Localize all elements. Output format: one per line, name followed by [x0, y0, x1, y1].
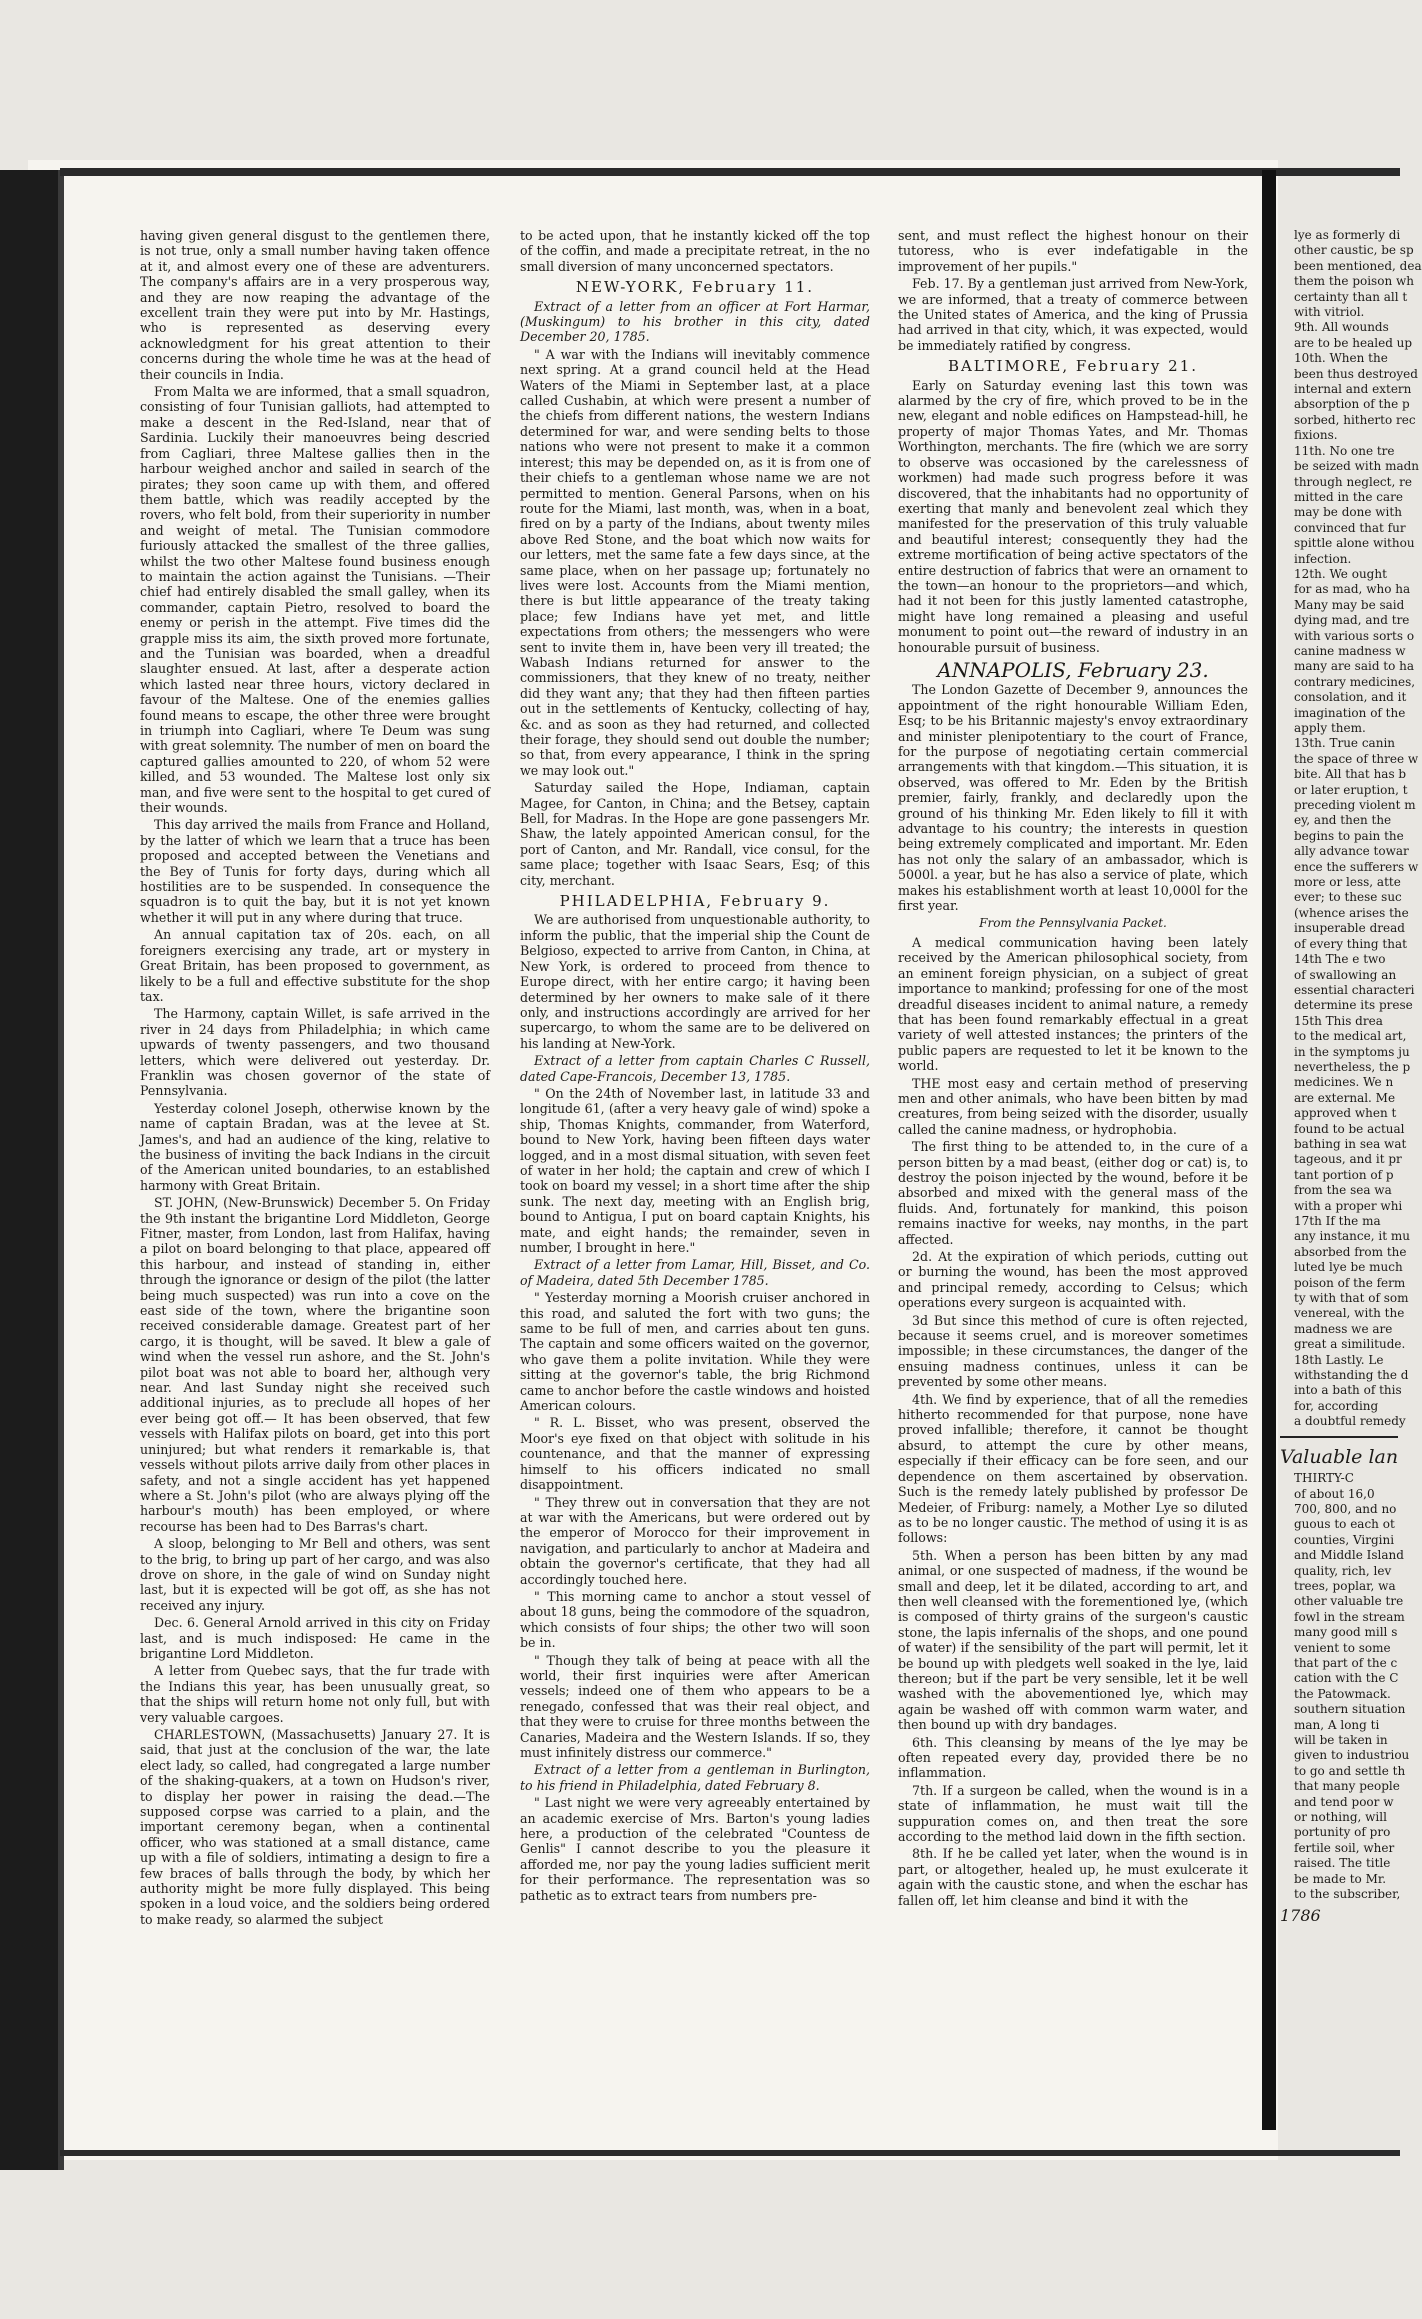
text-line: 10th. When the	[1294, 351, 1388, 366]
extract-heading: Extract of a letter from a gentleman in Burlington, to his friend in Philadelphia, dated February 8.	[520, 1762, 870, 1793]
text-line: (whence arises the	[1294, 905, 1409, 920]
article-paragraph: " Though they talk of being at peace with all the world, their first inquiries were after American vessels; indeed one of them who appears to be a renegado, confessed that was their real object, and that they were to cruise for three months between the Canaries, Madeira and the Western Islands. If so, they must infinitely distress our commerce."	[520, 1652, 870, 1760]
ad-line: guous to each ot	[1294, 1517, 1395, 1532]
column-4-partial	[1280, 228, 1422, 1926]
article-paragraph: 6th. This cleansing by means of the lye may be often repeated every day, provided there be no inflammation.	[898, 1734, 1248, 1781]
ad-line: cation with the C	[1294, 1671, 1399, 1686]
article-paragraph: CHARLESTOWN, (Massachusetts) January 27. It is said, that just at the conclusion of the war, the late elect lady, so called, had congregated a large number of the shaking-quakers, at a town on Hudson's river, to display her power in raising the dead.—The supposed corpse was carried to a plain, and the important ceremony began, when a continental officer, who was stationed at a small distance, came up with a file of soldiers, intimating a design to fire a few braces of balls through the body, by which her authority might be more fully displayed. This being spoken in a loud voice, and the soldiers being ordered to make ready, so alarmed the subject	[140, 1727, 490, 1927]
text-line: from the sea wa	[1294, 1183, 1392, 1198]
text-line: ty with that of som	[1294, 1291, 1409, 1306]
ad-line: THIRTY-C	[1294, 1471, 1354, 1486]
ad-line: or nothing, will	[1294, 1810, 1387, 1825]
text-line: determine its prese	[1294, 998, 1413, 1013]
article-paragraph: This day arrived the mails from France and Holland, by the latter of which we learn that a truce has been proposed and accepted between the Venetians and the Bey of Tunis for forty days, during which all hostilities are to be suspended. In consequence the squadron is to quit the bay, but it is not yet known whether it will put in any where during that truce.	[140, 817, 490, 925]
ad-rule	[1280, 1436, 1398, 1438]
article-paragraph: " This morning came to anchor a stout vessel of about 18 guns, being the commodore of the squadron, which consists of four ships; the other two will soon be in.	[520, 1588, 870, 1651]
article-paragraph: 5th. When a person has been bitten by any mad animal, or one suspected of madness, if the wound be small and deep, let it be dilated, according to art, and then well cleansed with the forementioned lye, (which is composed of thirty grains of the surgeon's caustic stone, the lapis infernalis of the shops, and one pound of water) if the sensibility of the part will permit, let it be bound up with pledgets well soaked in the lye, laid thereon; but if the part be very sensible, let it be well washed with the abovementioned lye, which may again be washed off with common warm water, and then bound up with dry bandages.	[898, 1547, 1248, 1733]
handwritten-note: 1786	[1280, 1906, 1321, 1926]
ad-line: man, A long ti	[1294, 1717, 1380, 1732]
article-paragraph: Feb. 17. By a gentleman just arrived from New-York, we are informed, that a treaty of commerce between the United states of America, and the king of Prussia had arrived in that city, which, it was expected, would be immediately ratified by congress.	[898, 276, 1248, 353]
ad-line: that many people	[1294, 1779, 1400, 1794]
text-line: 13th. True canin	[1294, 736, 1396, 751]
text-line: the space of three w	[1294, 751, 1419, 766]
text-line: absorbed from the	[1294, 1244, 1407, 1259]
text-line: convinced that fur	[1294, 520, 1406, 535]
text-line: found to be actual	[1294, 1121, 1405, 1136]
text-line: with vitriol.	[1294, 305, 1365, 320]
ad-line: 700, 800, and no	[1294, 1501, 1397, 1516]
article-paragraph: 4th. We find by experience, that of all the remedies hitherto recommended for that purpose, none have proved infallible; therefore, it cannot be thought absurd, to attempt the cure by other means, especially if their efficacy can be fore seen, and our dependence on them ascertained by observation. Such is the remedy lately published by professor De Medeier, of Friburg: namely, a Mother Lye so diluted as to be no longer caustic. The method of using it is as follows:	[898, 1391, 1248, 1546]
text-line: ally advance towar	[1294, 844, 1409, 859]
ad-line: and Middle Island	[1294, 1548, 1404, 1563]
article-paragraph: " A war with the Indians will inevitably commence next spring. At a grand council held at the Head Waters of the Miami in September last, at a place called Cushabin, at which were present a number of the chiefs from different nations, the western Indians determined for war, and were sending belts to those nations who were not present to make it a common interest; this may be depended on, as it is from one of their chiefs to a gentleman whose name we are not permitted to mention. General Parsons, when on his route for the Miami, last month, was, when in a boat, fired on by a party of the Indians, about twenty miles above Red Stone, and the boat which now waits for our letters, met the same fate a few days since, at the same place, when on her passage up; fortunately no lives were lost. Accounts from the Miami mention, there is but little appearance of the treaty taking place; few Indians have yet met, and little expectations from others; the messengers who were sent to invite them in, have been very ill treated; the Wabash Indians returned for answer to the commissioners, that they knew of no treaty, neither did they want any; that they had then fifteen parties out in the settlements of Kentucky, collecting of hay, &c. and as soon as they had returned, and collected their forage, they should send out double the number; so that, from every appearance, I think in the spring we may look out."	[520, 346, 870, 778]
article-paragraph: to be acted upon, that he instantly kicked off the top of the coffin, and made a precipitate retreat, in the no small diversion of many unconcerned spectators.	[520, 228, 870, 274]
text-line: bite. All that has b	[1294, 767, 1407, 782]
article-paragraph: ST. JOHN, (New-Brunswick) December 5. On Friday the 9th instant the brigantine Lord Middleton, George Fitner, master, from London, last from Halifax, having a pilot on board belonging to that place, appeared off this harbour, and instead of standing in, either through the ignorance or design of the pilot (the latter being much suspected) was run into a cove on the east side of the town, where the brigantine soon received considerable damage. Greatest part of her cargo, it is thought, will be saved. It blew a gale of wind when the vessel run ashore, and the St. John's pilot boat was not able to board her, although very near. And last Sunday night she received such additional injuries, as to preclude all hopes of her ever being got off.— It has been observed, that few vessels with Halifax pilots on board, get into this port uninjured; but what renders it remarkable is, that vessels without pilots arrive daily from other places in safety, and not a single accident has yet happened where a St. John's pilot (who are always plying off the harbour's mouth) has been employed, or where recourse has been had to Des Barras's chart.	[140, 1195, 490, 1534]
text-line: great a similitude.	[1294, 1337, 1406, 1352]
ad-line: portunity of pro	[1294, 1825, 1391, 1840]
dateline-heading: BALTIMORE, February 21.	[947, 357, 1199, 376]
extract-heading: Extract of a letter from captain Charles C Russell, dated Cape-Francois, December 13, 1785.	[520, 1053, 870, 1084]
text-line: insuperable dread	[1294, 921, 1405, 936]
text-line: for, according	[1294, 1398, 1379, 1413]
article-paragraph: " On the 24th of November last, in latitude 33 and longitude 61, (after a very heavy gale of wind) spoke a ship, Thomas Knights, commander, from Waterford, bound to New York, having been fifteen days water logged, and in a most dismal situation, with seven feet of water in her hold; the captain and crew of which I took on board my vessel; in a short time after the ship sunk. The next day, meeting with an English brig, bound to Antigua, I put on board captain Knights, his mate, and eight hands; the remainder, seven in number, I brought in here."	[520, 1085, 870, 1255]
article-paragraph: THE most easy and certain method of preserving men and other animals, who have been bitten by mad creatures, from being seized with the disorder, usually called the canine madness, or hydrophobia.	[898, 1075, 1248, 1137]
ad-line: venient to some	[1294, 1640, 1391, 1655]
text-line: infection.	[1294, 551, 1352, 566]
text-line: consolation, and it	[1294, 690, 1407, 705]
binding-strip	[58, 170, 64, 2170]
ad-line: many good mill s	[1294, 1625, 1398, 1640]
text-line: of every thing that	[1294, 936, 1407, 951]
top-rule	[60, 168, 1400, 176]
text-line: mitted in the care	[1294, 489, 1404, 504]
text-line: other caustic, be sp	[1294, 243, 1414, 258]
bottom-rule	[60, 2150, 1400, 2156]
text-line: dying mad, and tre	[1294, 613, 1410, 628]
text-line: preceding violent m	[1294, 798, 1416, 813]
text-line: apply them.	[1294, 721, 1366, 735]
column-2	[520, 228, 870, 1905]
ad-line: and tend poor w	[1294, 1794, 1394, 1809]
text-line: begins to pain the	[1294, 828, 1404, 843]
text-line: 18th Lastly. Le	[1294, 1352, 1384, 1367]
text-line: with a proper whi	[1294, 1198, 1403, 1213]
text-line: nevertheless, the p	[1294, 1059, 1411, 1074]
article-paragraph: Dec. 6. General Arnold arrived in this city on Friday last, and is much indisposed: He came in the brigantine Lord Middleton.	[140, 1615, 490, 1661]
text-line: them the poison wh	[1294, 274, 1414, 289]
text-line: into a bath of this	[1294, 1383, 1402, 1398]
article-paragraph: From the Pennsylvania Packet.	[979, 916, 1167, 931]
ad-line: southern situation	[1294, 1702, 1406, 1717]
extract-heading: Extract of a letter from Lamar, Hill, Bisset, and Co. of Madeira, dated 5th December 1785.	[520, 1257, 870, 1288]
article-paragraph: 3d But since this method of cure is often rejected, because it seems cruel, and is moreover sometimes impossible; in these circumstances, the danger of the ensuing madness continues, unless it can be prevented by some other means.	[898, 1312, 1248, 1390]
article-paragraph: The first thing to be attended to, in the cure of a person bitten by a mad beast, (either dog or cat) is, to destroy the poison injected by the wound, before it be absorbed and mixed with the general mass of the fluids. And, fortunately for mankind, this poison remains inactive for weeks, nay months, in the part affected.	[898, 1139, 1248, 1247]
text-line: essential characteri	[1294, 982, 1415, 997]
text-line: to the medical art,	[1294, 1029, 1407, 1044]
ad-line: fertile soil, wher	[1294, 1840, 1395, 1855]
ad-line: to go and settle th	[1294, 1763, 1406, 1778]
text-line: may be done with	[1294, 505, 1402, 520]
ad-line: quality, rich, lev	[1294, 1563, 1392, 1578]
text-line: in the symptoms ju	[1294, 1044, 1410, 1059]
article-paragraph: The Harmony, captain Willet, is safe arrived in the river in 24 days from Philadelphia; in which came upwards of twenty passengers, and two thousand letters, which were delivered out yesterday. Dr. Franklin was chosen governor of the state of Pennsylvania.	[140, 1006, 490, 1099]
text-line: ey, and then the	[1294, 813, 1392, 828]
dateline-heading: PHILADELPHIA, February 9.	[559, 892, 831, 911]
text-line: more or less, atte	[1294, 875, 1401, 890]
text-line: or later eruption, t	[1294, 782, 1408, 797]
ad-line: trees, poplar, wa	[1294, 1578, 1396, 1593]
ad-line: that part of the c	[1294, 1655, 1398, 1670]
article-paragraph: sent, and must reflect the highest honour on their tutoress, who is ever indefatigable in the improvement of her pupils."	[898, 228, 1248, 274]
text-line: medicines. We n	[1294, 1075, 1394, 1090]
extract-heading: Extract of a letter from an officer at Fort Harmar, (Muskingum) to his brother in this city, dated December 20, 1785.	[520, 298, 870, 345]
text-line: bathing in sea wat	[1294, 1136, 1407, 1151]
binding-edge	[0, 170, 60, 2170]
column-4-body	[1280, 228, 1422, 1430]
article-paragraph: An annual capitation tax of 20s. each, on all foreigners exercising any trade, art or mystery in Great Britain, has been proposed to government, as likely to be a full and effective substitute for the shop tax.	[140, 927, 490, 1004]
text-line: 9th. All wounds	[1294, 320, 1389, 335]
text-line: spittle alone withou	[1294, 536, 1415, 551]
text-line: for as mad, who ha	[1294, 582, 1411, 597]
text-line: venereal, with the	[1294, 1306, 1405, 1321]
article-paragraph: The London Gazette of December 9, announces the appointment of the right honourable William Eden, Esq; to be his Britannic majesty's envoy extraordinary and minister plenipotentiary to the court of France, for the purpose of negotiating certain commercial arrangements with that kingdom.—This situation, it is observed, was offered to Mr. Eden by the British premier, fairly, frankly, and declaredly upon the ground of his thinking Mr. Eden likely to fill it with advantage to his country; the interests in question being extremely complicated and important. Mr. Eden has not only the salary of an ambassador, which is 5000l. a year, but he has also a service of plate, which makes his establishment worth at least 10,000l for the first year.	[898, 682, 1248, 914]
ad-line: of about 16,0	[1294, 1486, 1375, 1501]
text-line: are external. Me	[1294, 1090, 1396, 1105]
article-paragraph: 7th. If a surgeon be called, when the wound is in a state of inflammation, he must wait till the suppuration comes on, and then treat the sore according to the method laid down in the fifth section.	[898, 1782, 1248, 1845]
column-3	[898, 228, 1248, 1910]
article-paragraph: Yesterday colonel Joseph, otherwise known by the name of captain Bradan, was at the levee at St. James's, and had an audience of the king, relative to the business of inviting the back Indians in the circuit of the American united boundaries, to an established harmony with Great Britain.	[140, 1100, 490, 1193]
text-line: been thus destroyed	[1294, 366, 1418, 381]
article-paragraph: A medical communication having been lately received by the American philosophical society, from an eminent foreign physician, on a subject of great importance to mankind; professing for one of the most dreadful diseases incident to animal nature, a remedy that has been found remarkably effectual in a great variety of well attested instances; the printers of the public papers are requested to let it be known to the world.	[898, 934, 1248, 1074]
article-paragraph: A letter from Quebec says, that the fur trade with the Indians this year, has been unusually great, so that the ships will return home not only full, but with very valuable cargoes.	[140, 1663, 490, 1725]
text-line: 11th. No one tre	[1294, 443, 1395, 458]
text-line: luted lye be much	[1294, 1260, 1403, 1275]
text-line: of swallowing an	[1294, 967, 1397, 982]
text-line: 15th This drea	[1294, 1013, 1383, 1028]
ad-line: counties, Virgini	[1294, 1532, 1395, 1547]
text-line: tageous, and it pr	[1294, 1152, 1402, 1167]
text-line: be seized with madn	[1294, 459, 1420, 474]
text-line: been mentioned, dea	[1294, 258, 1422, 273]
ad-line: to the subscriber,	[1294, 1887, 1401, 1902]
ad-line: other valuable tre	[1294, 1594, 1404, 1609]
text-line: withstanding the d	[1294, 1368, 1409, 1383]
text-line: are to be healed up	[1294, 335, 1413, 350]
text-line: absorption of the p	[1294, 397, 1410, 412]
text-line: sorbed, hitherto rec	[1294, 412, 1416, 427]
text-line: certainty than all t	[1294, 289, 1408, 304]
article-paragraph: 8th. If he be called yet later, when the wound is in part, or altogether, healed up, he must exulcerate it again with the caustic stone, and when the eschar has fallen off, let him cleanse and bind it with the	[898, 1846, 1248, 1908]
text-line: poison of the ferm	[1294, 1275, 1406, 1290]
text-line: fixions.	[1294, 428, 1338, 443]
text-line: canine madness w	[1294, 643, 1406, 658]
text-line: approved when t	[1294, 1106, 1397, 1121]
article-paragraph: From Malta we are informed, that a small squadron, consisting of four Tunisian galliots, had attempted to make a descent in the Red-Island, near that of Sardinia. Luckily their manoeuvres being descried from Cagliari, three Maltese gallies then in the harbour weighed anchor and sailed in search of the pirates; they soon came up with them, and offered them battle, which was readily accepted by the rovers, who felt bold, from their superiority in number and weight of metal. The Tunisian commodore furiously attacked the smallest of the three gallies, whilst the two other Maltese found business enough to maintain the action against the Tunisians. —Their chief had entirely disabled the small galley, when its commander, captain Pietro, resolved to board the enemy or perish in the attempt. Five times did the grapple miss its aim, the sixth proved more fortunate, and the Tunisian was boarded, when a dreadful slaughter ensued. At last, after a desperate action which lasted near three hours, victory declared in favour of the Maltese. One of the enemies gallies found means to escape, the other three were brought in triumph into Cagliari, where Te Deum was sung with great solemnity. The number of men on board the captured gallies amounted to 220, of whom 52 were killed, and 53 wounded. The Maltese lost only six man, and five were sent to the hospital to get cured of their wounds.	[140, 384, 490, 816]
ad-line: raised. The title	[1294, 1856, 1391, 1871]
text-line: any instance, it mu	[1294, 1229, 1410, 1244]
ad-line: will be taken in	[1294, 1733, 1388, 1747]
text-line: Many may be said	[1294, 597, 1405, 612]
ad-title: Valuable lan	[1280, 1445, 1399, 1468]
article-paragraph: " They threw out in conversation that they are not at war with the Americans, but were ordered out by the emperor of Morocco for their improvement in navigation, and particularly to anchor at Madeira and obtain the governor's certificate, that they had all accordingly touched here.	[520, 1494, 870, 1587]
text-line: tant portion of p	[1294, 1167, 1394, 1182]
text-line: through neglect, re	[1294, 474, 1412, 489]
ad-line: the Patowmack.	[1294, 1686, 1391, 1701]
text-line: 17th If the ma	[1294, 1214, 1381, 1228]
dateline-heading: ANNAPOLIS, February 23.	[937, 657, 1209, 682]
page-gutter	[1262, 170, 1276, 2130]
ad-line: given to industriou	[1294, 1748, 1410, 1763]
ad-line: be made to Mr.	[1294, 1871, 1387, 1886]
article-paragraph: Saturday sailed the Hope, Indiaman, captain Magee, for Canton, in China; and the Betsey, captain Bell, for Madras. In the Hope are gone passengers Mr. Shaw, the lately appointed American consul, for the port of Canton, and Mr. Randall, vice consul, for the same place; together with Isaac Sears, Esq; of this city, merchant.	[520, 780, 870, 888]
text-line: 14th The e two	[1294, 952, 1386, 967]
article-paragraph: " Yesterday morning a Moorish cruiser anchored in this road, and saluted the fort with two guns; the same to be full of men, and carries about ten guns. The captain and some officers waited on the governor, who gave them a polite invitation. While they were sitting at the governor's table, the brig Richmond came to anchor before the castle windows and hoisted American colours.	[520, 1290, 870, 1414]
text-line: with various sorts o	[1294, 628, 1415, 643]
text-line: 12th. We ought	[1294, 566, 1387, 581]
ad-line: fowl in the stream	[1294, 1609, 1405, 1624]
article-paragraph: having given general disgust to the gentlemen there, is not true, only a small number having taken offence at it, and almost every one of these are adventurers. The company's affairs are in a very prosperous way, and they are now reaping the advantage of the excellent train they were put into by Mr. Hastings, who is represented as deserving every acknowledgment for his great attention to their concerns during the whole time he was at the head of their councils in India.	[140, 228, 490, 382]
article-paragraph: Early on Saturday evening last this town was alarmed by the cry of fire, which proved to be in the new, elegant and noble edifices on Hampstead-hill, he property of major Thomas Yates, and Mr. Thomas Worthington, merchants. The fire (which we are sorry to observe was occasioned by the carelessness of workmen) had made such progress before it was discovered, that the inhabitants had no opportunity of exerting that manly and benevolent zeal which they manifested for the preservation of this truly valuable and beautiful interest; consequently they had the extreme mortification of being active spectators of the entire destruction of fabrics that were an ornament to the town—an honour to the proprietors—and which, had it not been for this justly lamented catastrophe, might have long remained a pleasing and useful monument to point out—the reward of industry in an honourable pursuit of business.	[898, 377, 1248, 655]
text-line: lye as formerly di	[1294, 228, 1401, 242]
article-paragraph: We are authorised from unquestionable authority, to inform the public, that the imperial ship the Count de Belgioso, expected to arrive from Canton, in China, at New York, is ordered to proceed from thence to Europe direct, with her entire cargo; it having been determined by her owners to make sale of it there only, and instructions accordingly are arrived for her supercargo, to whom the same are to be delivered on his landing at New-York.	[520, 912, 870, 1051]
text-line: imagination of the	[1294, 705, 1406, 720]
article-paragraph: " R. L. Bisset, who was present, observed the Moor's eye fixed on that object with solitude in his countenance, and that the manner of expressing himself to his officers indicated no small disappointment.	[520, 1415, 870, 1493]
text-line: ever; to these suc	[1294, 890, 1402, 905]
article-paragraph: 2d. At the expiration of which periods, cutting out or burning the wound, has been the most approved and principal remedy, according to Celsus; which operations every surgeon is acquainted with.	[898, 1249, 1248, 1311]
text-line: a doubtful remedy	[1294, 1414, 1406, 1429]
text-line: ence the sufferers w	[1294, 859, 1419, 874]
column-1	[140, 228, 490, 1929]
dateline-heading: NEW-YORK, February 11.	[575, 278, 815, 297]
text-line: many are said to ha	[1294, 659, 1415, 674]
article-paragraph: A sloop, belonging to Mr Bell and others, was sent to the brig, to bring up part of her cargo, and was also drove on shore, in the gale of wind on Sunday night last, but it is expected will be got off, as she has not received any injury.	[140, 1536, 490, 1613]
text-line: internal and extern	[1294, 382, 1412, 397]
article-paragraph: " Last night we were very agreeably entertained by an academic exercise of Mrs. Barton's young ladies here, a production of the celebrated "Countess de Genlis" I cannot describe to you the pleasure it afforded me, nor pay the young ladies sufficient merit for their performance. The representation was so pathetic as to extract tears from numbers pre-	[520, 1795, 870, 1903]
text-line: contrary medicines,	[1294, 674, 1416, 689]
ad-body	[1280, 1471, 1410, 1902]
text-line: madness we are	[1294, 1321, 1393, 1336]
